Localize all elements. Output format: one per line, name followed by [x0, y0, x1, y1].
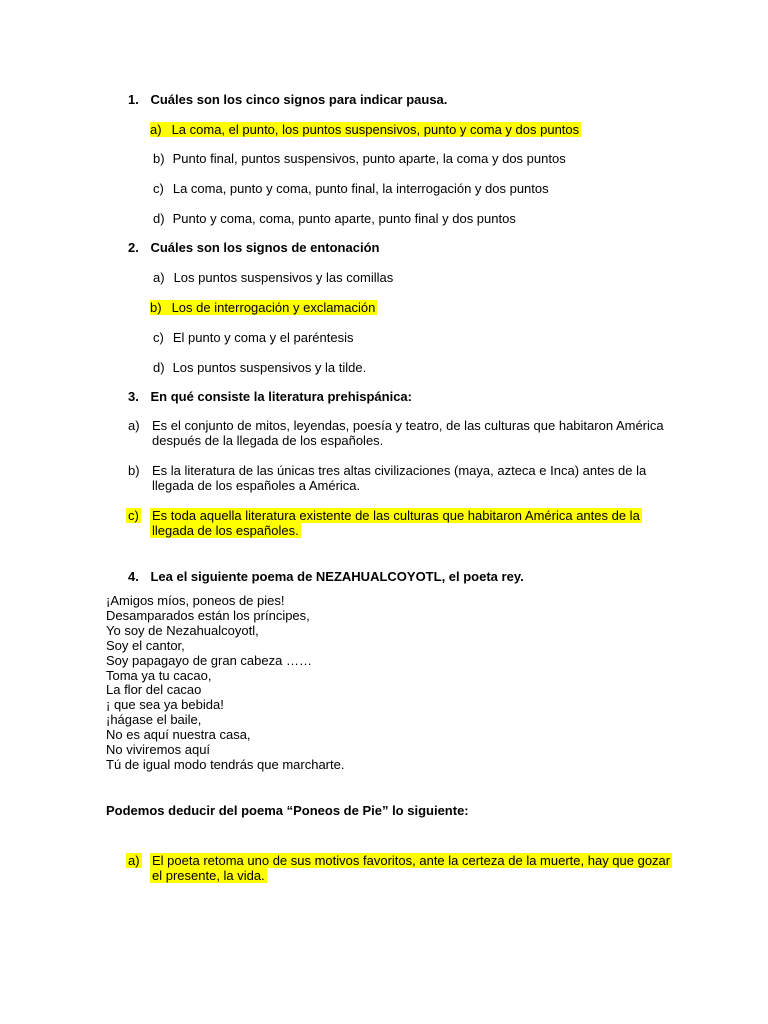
poem-line: La flor del cacao [106, 682, 202, 698]
poem-line: No viviremos aquí [106, 742, 211, 758]
option-text: El punto y coma y el paréntesis [172, 330, 354, 345]
question-text: Cuáles son los cinco signos para indicar pausa. [150, 92, 448, 107]
poem-line: Yo soy de Nezahualcoyotl, [106, 622, 259, 638]
option-text-line-2: después de la llegada de los españoles. [152, 433, 384, 448]
question-text: Lea el siguiente poema de NEZAHUALCOYOTL, el poeta rey. [150, 569, 524, 584]
poem-line: Tú de igual modo tendrás que marcharte. [106, 756, 345, 772]
option-text: Los puntos suspensivos y las comillas [173, 270, 394, 285]
option-letter: b) [153, 151, 165, 166]
question-3 [128, 389, 412, 404]
question-text: Cuáles son los signos de entonación [150, 240, 380, 255]
poem [106, 594, 344, 773]
question-number: 1. [128, 92, 139, 107]
option-text: Punto y coma, coma, punto aparte, punto final y dos puntos [172, 211, 516, 226]
question-number: 3. [128, 389, 139, 404]
option-letter: b) [128, 463, 140, 478]
option-text: La coma, el punto, los puntos suspensivos, punto y coma y dos puntos [171, 122, 580, 137]
poem-line: ¡Amigos míos, poneos de pies! [106, 593, 285, 608]
option-text: La coma, punto y coma, punto final, la interrogación y dos puntos [172, 181, 549, 196]
q3-option-c [126, 508, 141, 523]
question-number: 2. [128, 240, 139, 255]
option-text: Punto final, puntos suspensivos, punto aparte, la coma y dos puntos [172, 151, 566, 166]
q1-option-d [153, 211, 516, 226]
question-text: En qué consiste la literatura prehispánica: [150, 389, 412, 404]
option-text-line-2: llegada de los españoles a América. [152, 478, 361, 493]
poem-line: Desamparados están los príncipes, [106, 607, 310, 623]
question-2 [128, 240, 379, 255]
option-letter: a) [128, 418, 140, 433]
q2-option-c [153, 330, 354, 345]
q1-option-c [153, 181, 549, 196]
option-text: Los puntos suspensivos y la tilde. [172, 360, 367, 375]
option-letter: d) [153, 211, 165, 226]
question-1 [128, 92, 447, 107]
q3-option-b-text [152, 463, 646, 493]
q3-option-c-text [150, 508, 642, 538]
poem-line: Soy papagayo de gran cabeza …… [106, 652, 312, 668]
poem-line: ¡hágase el baile, [106, 712, 202, 728]
question-4 [128, 569, 524, 584]
q2-option-d [153, 360, 366, 375]
deduction-option-a [126, 853, 142, 868]
poem-line: Toma ya tu cacao, [106, 667, 212, 683]
poem-line: Soy el cantor, [106, 637, 185, 653]
option-letter: c) [128, 508, 139, 523]
option-letter: b) [150, 300, 162, 315]
q1-option-a [150, 122, 581, 137]
option-text-line-2: el presente, la vida. [152, 868, 265, 883]
option-letter: c) [153, 330, 164, 345]
q2-option-a [153, 270, 393, 285]
option-text-line-1: Es la literatura de las únicas tres altas civilizaciones (maya, azteca e Inca) antes de la [152, 463, 647, 478]
option-text-line-1: El poeta retoma uno de sus motivos favoritos, ante la certeza de la muerte, hay que gozar [152, 853, 671, 868]
poem-line: No es aquí nuestra casa, [106, 727, 251, 743]
deduction-prompt: Podemos deducir del poema “Poneos de Pie” lo siguiente: [106, 803, 469, 818]
option-text-line-1: Es el conjunto de mitos, leyendas, poesía y teatro, de las culturas que habitaron América [152, 418, 664, 433]
option-text: Los de interrogación y exclamación [171, 300, 376, 315]
q3-option-a-text [152, 418, 664, 448]
option-text-line-1: Es toda aquella literatura existente de las culturas que habitaron América antes de la [152, 508, 640, 523]
poem-line: ¡ que sea ya bebida! [106, 697, 224, 713]
q3-option-a [128, 418, 140, 433]
q3-option-b [128, 463, 140, 478]
q1-option-b [153, 151, 566, 166]
deduction-option-a-text [150, 853, 672, 883]
option-letter: a) [128, 853, 140, 868]
option-letter: a) [153, 270, 165, 285]
option-letter: c) [153, 181, 164, 196]
question-number: 4. [128, 569, 139, 584]
q2-option-b [150, 300, 377, 315]
option-letter: a) [150, 122, 162, 137]
option-text-line-2: llegada de los españoles. [152, 523, 299, 538]
option-letter: d) [153, 360, 165, 375]
